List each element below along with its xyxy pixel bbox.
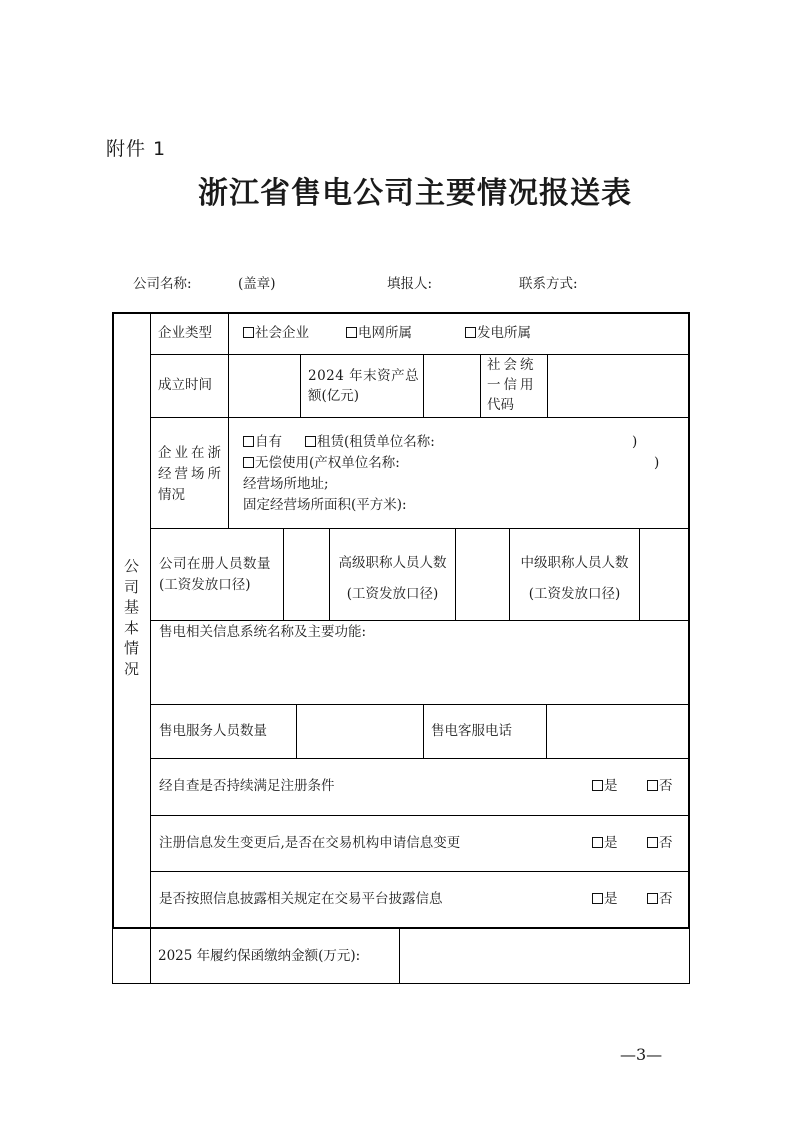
checkbox-icon[interactable] — [592, 780, 603, 791]
section-label-char: 本 — [123, 618, 139, 637]
registered-staff-label — [159, 554, 283, 596]
last-row-left-border — [112, 928, 113, 984]
premises-label-line: 情况 — [158, 487, 185, 503]
service-staff-input[interactable] — [297, 705, 423, 758]
row-line — [150, 528, 689, 529]
question-text: 经自查是否持续满足注册条件 — [159, 778, 335, 794]
label-line: 高级职称人员人数 — [338, 555, 447, 571]
credit-code-line: 一信用 — [487, 377, 537, 393]
section-label-char: 况 — [123, 659, 139, 678]
premises-label-line: 企业在浙 — [158, 445, 224, 461]
option-label: 自有 — [255, 434, 282, 450]
label-line: (工资发放口径) — [159, 577, 251, 593]
enterprise-type-option-grid[interactable] — [346, 323, 412, 343]
table-border-bottom — [112, 983, 690, 984]
premises-lease-option[interactable] — [305, 432, 435, 452]
checkbox-icon[interactable] — [465, 327, 476, 338]
info-system-label: 售电相关信息系统名称及主要功能: — [159, 624, 367, 640]
row-line — [150, 417, 689, 418]
question-no-option[interactable] — [647, 889, 673, 909]
label-line: (工资发放口径) — [528, 586, 621, 602]
established-input[interactable] — [229, 355, 300, 417]
premises-label — [158, 443, 226, 506]
row-line — [150, 815, 689, 816]
row-line — [150, 871, 689, 872]
checkbox-icon[interactable] — [243, 436, 254, 447]
contact-label: 联系方式: — [519, 276, 578, 292]
premises-label-line: 经营场所 — [158, 466, 224, 482]
premises-address-label: 经营场所地址; — [243, 476, 329, 492]
lease-close-paren: ) — [632, 434, 638, 450]
hotline-input[interactable] — [547, 705, 688, 758]
question-text: 注册信息发生变更后,是否在交易机构申请信息变更 — [159, 835, 461, 851]
credit-code-input[interactable] — [548, 355, 688, 417]
enterprise-type-option-generation[interactable] — [465, 323, 531, 343]
page-number: —3— — [620, 1045, 663, 1064]
checkbox-icon[interactable] — [592, 893, 603, 904]
section-label-char: 情 — [123, 639, 139, 657]
option-label: 否 — [659, 835, 673, 851]
enterprise-type-option-social[interactable] — [243, 323, 309, 343]
checkbox-icon[interactable] — [305, 436, 316, 447]
label-line: (工资发放口径) — [346, 586, 439, 602]
guarantee-label: 2025 年履约保函缴纳金额(万元): — [158, 948, 361, 964]
option-label: 社会企业 — [255, 325, 309, 341]
option-label: 否 — [659, 891, 673, 907]
col-line — [300, 354, 301, 417]
checkbox-icon[interactable] — [647, 837, 658, 848]
credit-code-label — [487, 355, 547, 415]
checkbox-icon[interactable] — [647, 893, 658, 904]
row-line — [150, 620, 689, 621]
col-line — [423, 704, 424, 758]
page-title: 浙江省售电公司主要情况报送表 — [198, 176, 632, 211]
option-label: 否 — [659, 778, 673, 794]
free-use-close-paren: ) — [654, 455, 660, 471]
guarantee-input[interactable] — [400, 929, 688, 983]
col-line — [480, 354, 481, 417]
seal-label: (盖章) — [238, 276, 276, 292]
question-yes-option[interactable] — [592, 776, 618, 796]
section-label-char: 公 — [123, 557, 139, 575]
assets-label — [308, 366, 423, 406]
question-text: 是否按照信息披露相关规定在交易平台披露信息 — [159, 891, 443, 907]
question-no-option[interactable] — [647, 776, 673, 796]
option-label: 是 — [604, 778, 618, 794]
option-label: 无偿使用(产权单位名称: — [255, 455, 400, 471]
assets-input[interactable] — [424, 355, 480, 417]
section-label-char: 基 — [123, 598, 139, 616]
option-label: 发电所属 — [477, 325, 531, 341]
assets-label-line: 额(亿元) — [308, 388, 360, 404]
question-yes-option[interactable] — [592, 833, 618, 853]
checkbox-icon[interactable] — [647, 780, 658, 791]
mid-title-input[interactable] — [640, 529, 688, 620]
checkbox-icon[interactable] — [243, 327, 254, 338]
senior-title-label — [330, 548, 455, 610]
row-line — [150, 758, 689, 759]
filler-label: 填报人: — [387, 276, 433, 292]
checkbox-icon[interactable] — [346, 327, 357, 338]
question-yes-option[interactable] — [592, 889, 618, 909]
premises-own-option[interactable] — [243, 432, 282, 452]
assets-label-line: 2024 年末资产总 — [308, 368, 420, 384]
premises-free-use-option[interactable] — [243, 453, 400, 473]
col-line — [228, 313, 229, 528]
credit-code-line: 社会统 — [487, 357, 537, 373]
senior-title-input[interactable] — [456, 529, 509, 620]
section-label-char: 司 — [123, 577, 139, 596]
checkbox-icon[interactable] — [243, 457, 254, 468]
enterprise-type-label: 企业类型 — [158, 325, 212, 341]
hotline-label: 售电客服电话 — [431, 723, 512, 739]
service-staff-label: 售电服务人员数量 — [159, 723, 267, 739]
credit-code-line: 代码 — [487, 397, 514, 413]
mid-title-label — [510, 548, 639, 610]
checkbox-icon[interactable] — [592, 837, 603, 848]
option-label: 租赁(租赁单位名称: — [317, 434, 435, 450]
table-border-top — [112, 312, 690, 314]
label-line: 公司在册人员数量 — [159, 556, 271, 572]
company-name-label: 公司名称: — [133, 276, 192, 292]
section-label — [113, 556, 150, 679]
last-row-right-border — [689, 928, 690, 984]
info-system-input[interactable] — [151, 643, 688, 703]
attachment-label: 附件 1 — [106, 138, 167, 160]
option-label: 是 — [604, 891, 618, 907]
label-line: 中级职称人员人数 — [520, 555, 629, 571]
question-no-option[interactable] — [647, 833, 673, 853]
premises-area-label: 固定经营场所面积(平方米): — [243, 497, 407, 513]
registered-staff-input[interactable] — [284, 529, 329, 620]
option-label: 是 — [604, 835, 618, 851]
option-label: 电网所属 — [358, 325, 412, 341]
established-label: 成立时间 — [158, 377, 212, 393]
